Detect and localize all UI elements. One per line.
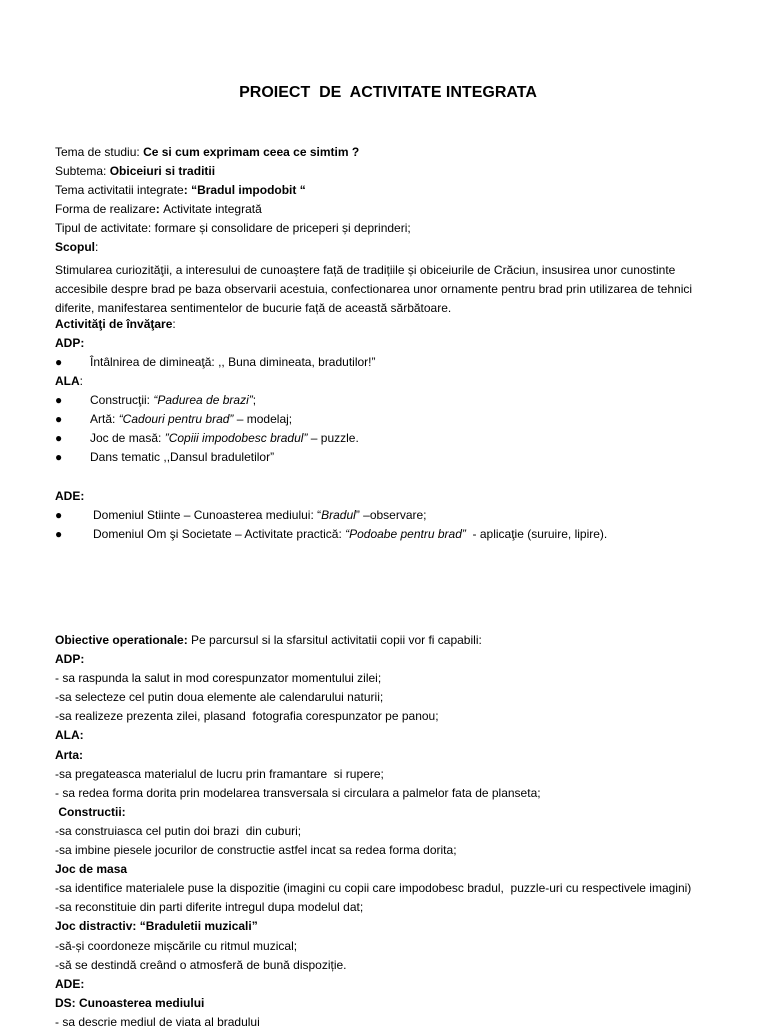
list-item: ● Artă: “Cadouri pentru brad” – modelaj;	[55, 412, 293, 427]
list-item: ● Construcţii: “Padurea de brazi”;	[55, 392, 257, 407]
scopul-text: Stimularea curiozităţii, a interesului de cunoaștere față de tradițiile și obiceiurile de Crăciun, insusirea unor cunostinte accesibile despre brad pe baza observarii acestuia, confectionarea unor ornamente pentru brad prin utilizarea de tehnici diferite, manifestarea sentimentelor de bucurie față de această sărbătoare.	[55, 262, 693, 315]
ala-label: ALA:	[55, 373, 84, 388]
obj-adp-label: ADP:	[55, 652, 85, 667]
tema-activitatii-line: Tema activitatii integrate: “Bradul impodobit “	[55, 183, 306, 198]
obj-distractiv-label: Joc distractiv: “Braduletii muzicali”	[55, 919, 258, 934]
obj-line: -să-și coordoneze mișcările cu ritmul muzical;	[55, 938, 298, 953]
obj-line: -să se destindă creând o atmosferă de bună dispoziție.	[55, 957, 347, 972]
obj-line: -sa realizeze prezenta zilei, plasand fotografia corespunzator pe panou;	[55, 709, 439, 724]
obj-line: -sa construiasca cel putin doi brazi din cuburi;	[55, 823, 302, 838]
list-item: ● Dans tematic ,,Dansul braduletilor”	[55, 450, 275, 465]
obj-ala-label: ALA:	[55, 728, 84, 743]
obj-line: -sa selecteze cel putin doua elemente ale calendarului naturii;	[55, 690, 384, 705]
obj-arta-label: Arta:	[55, 747, 84, 762]
obj-line: -sa reconstituie din parti diferite intregul dupa modelul dat;	[55, 900, 364, 915]
obj-line: -sa pregateasca materialul de lucru prin framantare si rupere;	[55, 766, 384, 781]
obj-line-cut: - sa descrie mediul de viata al bradului	[55, 1014, 260, 1029]
bullet-icon: ●	[55, 392, 63, 407]
obj-line: - sa raspunda la salut in mod corespunzator momentului zilei;	[55, 671, 382, 686]
list-item: ● Domeniul Stiinte – Cunoasterea mediului: “Bradul” –observare;	[55, 508, 427, 523]
forma-line: Forma de realizare: Activitate integrată	[55, 202, 262, 217]
header-info	[55, 146, 720, 470]
bullet-icon: ●	[55, 431, 63, 446]
bullet-icon: ●	[55, 412, 63, 427]
ade-label: ADE:	[55, 489, 85, 503]
obj-line: -sa identifice materialele puse la dispozitie (imagini cu copii care impodobesc bradul, puzzle-uri cu respectivele imagini)	[55, 881, 692, 896]
document-title: PROIECT DE ACTIVITATE INTEGRATA	[239, 84, 537, 101]
ade-section	[55, 490, 720, 547]
objectives-section	[55, 634, 755, 1035]
obj-ade-label: ADE:	[55, 976, 85, 991]
adp-label: ADP:	[55, 335, 85, 350]
obj-line: -sa imbine piesele jocurilor de constructie astfel incat sa redea forma dorita;	[55, 843, 457, 858]
subtema-line: Subtema: Obiceiuri si traditii	[55, 164, 216, 179]
list-item: ● Joc de masă: ”Copiii impodobesc bradul” – puzzle.	[55, 431, 359, 446]
tipul-line: Tipul de activitate: formare și consolidare de priceperi și deprinderi;	[55, 221, 411, 236]
obj-joc-label: Joc de masa	[55, 862, 128, 877]
bullet-icon: ●	[55, 527, 63, 542]
bullet-icon: ●	[55, 450, 63, 465]
obj-ds-label: DS: Cunoasterea mediului	[55, 995, 205, 1010]
list-item: ● Întâlnirea de dimineaţă: ,, Buna dimineata, bradutilor!”	[55, 354, 376, 369]
activitati-label: Activităţi de învăţare:	[55, 316, 176, 331]
obiective-line: Obiective operationale: Pe parcursul si la sfarsitul activitatii copii vor fi capabili:	[55, 633, 482, 647]
list-item: ● Domeniul Om şi Societate – Activitate practică: “Podoabe pentru brad” - aplicaţie (suruire, lipire).	[55, 527, 608, 542]
bullet-icon: ●	[55, 354, 63, 369]
obj-line: - sa redea forma dorita prin modelarea transversala si circulara a palmelor fata de planseta;	[55, 785, 541, 800]
tema-studiu-line: Tema de studiu: Ce si cum exprimam ceea ce simtim ?	[55, 145, 360, 159]
scopul-label: Scopul:	[55, 240, 99, 255]
bullet-icon: ●	[55, 508, 63, 523]
obj-constructii-label: Constructii:	[55, 804, 126, 819]
